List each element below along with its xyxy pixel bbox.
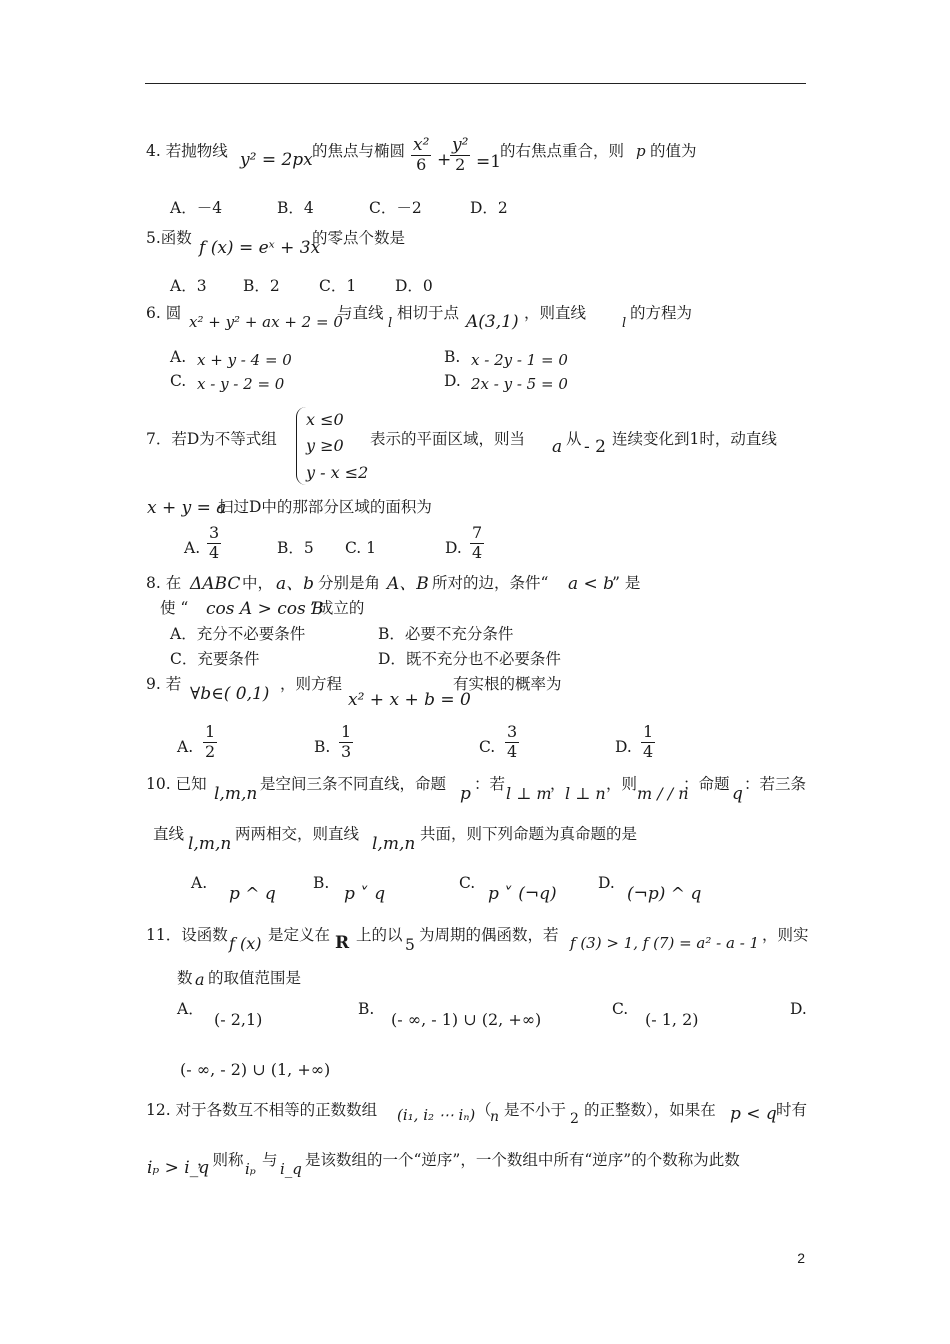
q12-line2-c: 是该数组的一个“逆序”，一个数组中所有“逆序”的个数称为此数 (305, 1151, 740, 1169)
q11-condition: f (3) > 1, f (7) = a² - a - 1 (570, 934, 760, 952)
q7-ineq-2: y ≥0 (306, 436, 344, 455)
q11-stem-d: 为周期的偶函数，若 (419, 926, 559, 944)
q11-stem-c: 上的以 (356, 926, 403, 944)
q9-option-b-den: 3 (341, 741, 352, 761)
q12-ip-gt-iq: iₚ > i_q (147, 1158, 210, 1178)
q11-option-d-label: D. (790, 1000, 807, 1018)
q10-stem-f: ：若三条 (744, 775, 807, 793)
q4-p: p (636, 142, 646, 160)
q9-option-d-fraction (641, 724, 655, 761)
q8-condition-1: a < b (568, 574, 615, 594)
q7-stem-a: 7．若D为不等式组 (146, 430, 277, 448)
q4-eq-one: =1 (476, 152, 502, 172)
q7-a: a (552, 437, 563, 457)
q9-option-d-den: 4 (643, 741, 654, 761)
q4-option-a: A．－4 (170, 199, 223, 217)
q10-option-d-label: D. (598, 874, 615, 892)
q12-line2-a: ，则称 (197, 1151, 244, 1169)
q12-stem-d: 的正整数），如果在 (584, 1101, 716, 1119)
q12-stem-a: 12. 对于各数互不相等的正数数组 (146, 1101, 378, 1119)
q8-stem-d: 所对的边，条件“ (432, 574, 549, 592)
q9-option-d-num: 1 (643, 722, 654, 741)
q6-option-c-eq: x - y - 2 = 0 (197, 375, 285, 393)
q10-option-a-expr: p ^ q (229, 884, 276, 904)
q9-option-d-label: D. (615, 738, 632, 756)
q9-stem-c: 有实根的概率为 (453, 675, 562, 693)
q11-fx: f (x) (229, 934, 262, 953)
q6-line-l: l (388, 316, 393, 331)
q10-option-b-expr: p ˅ q (344, 884, 386, 904)
q6-option-a-label: A. (170, 348, 187, 366)
q8-angles: A、B (387, 574, 429, 594)
q7-stem-b: 表示的平面区域，则当 (370, 430, 526, 448)
q8-stem-b: 中， (242, 574, 274, 592)
q7-option-d-label: D. (445, 539, 462, 557)
q8-line2-a: 使 “ (160, 599, 189, 617)
q9-option-a-label: A. (177, 738, 194, 756)
q6-stem-c: 相切于点 (397, 304, 460, 322)
q7-option-d-den: 4 (472, 542, 483, 562)
q6-stem-d: ，则直线 (524, 304, 587, 322)
q8-stem-a: 8. 在 (146, 574, 182, 592)
q7-option-d-fraction (470, 525, 484, 562)
q6-stem-e: 的方程为 (630, 304, 693, 322)
q8-option-b: B．必要不充分条件 (378, 625, 514, 643)
q10-lmn-3: l,m,n (372, 834, 416, 854)
q7-option-a-den: 4 (209, 542, 220, 562)
q4-fraction-x2-6 (411, 137, 431, 174)
q7-neg-two: - 2 (584, 437, 606, 457)
q7-option-c: C. 1 (345, 539, 377, 557)
q4-frac2-num: y² (452, 135, 469, 155)
q12-stem-e: 时有 (776, 1101, 808, 1119)
q9-condition: ∀b∈( 0,1) (190, 684, 270, 704)
q4-parabola-eq: y² = 2px (240, 150, 313, 170)
q5-option-b: B．2 (243, 277, 280, 295)
q10-option-c-label: C. (459, 874, 476, 892)
q11-line2-b: 的取值范围是 (208, 969, 302, 987)
q9-option-a-den: 2 (205, 741, 216, 761)
q6-option-d-eq: 2x - y - 5 = 0 (471, 375, 568, 393)
q9-option-a-num: 1 (205, 722, 216, 741)
q7-option-d-num: 7 (472, 523, 483, 542)
q10-comma: ， (550, 775, 566, 793)
q5-function-eq: f (x) = eˣ + 3x (199, 238, 321, 258)
q8-triangle: ΔABC (190, 574, 241, 594)
q4-option-c: C．－2 (369, 199, 422, 217)
q10-lmn: l,m,n (214, 784, 258, 804)
q8-sides: a、b (276, 574, 315, 594)
q7-option-a-num: 3 (209, 523, 220, 542)
q10-p: p (460, 784, 471, 804)
q10-cond-3: m / / n (637, 784, 689, 803)
q11-five: 5 (405, 936, 415, 954)
q10-cond-2: l ⊥ n (565, 784, 606, 803)
q11-R: R (335, 933, 350, 953)
q4-stem-c: 的右焦点重合，则 (500, 142, 625, 160)
q6-point: A(3,1) (466, 312, 519, 332)
q5-stem-a: 5.函数 (146, 229, 192, 247)
q10-line2-a: 直线 (153, 825, 185, 843)
q12-two: 2 (570, 1111, 579, 1127)
q7-line2-text: 扫过D中的那部分区域的面积为 (218, 498, 432, 516)
q8-line2-b: ”成立的 (310, 599, 365, 617)
q11-option-d-value: (- ∞, - 2) ∪ (1, +∞) (180, 1060, 331, 1079)
q5-option-d: D．0 (395, 277, 433, 295)
q11-option-a-label: A． (177, 1000, 204, 1018)
q8-condition-2: cos A > cos B (206, 599, 324, 619)
q6-option-b-eq: x - 2y - 1 = 0 (471, 351, 568, 369)
q12-stem-b: （ (476, 1101, 492, 1119)
q7-option-b: B．5 (277, 539, 314, 557)
q6-option-a-eq: x + y - 4 = 0 (197, 351, 292, 369)
q12-line2-b: 与 (262, 1151, 278, 1169)
q10-cond-1: l ⊥ m (506, 784, 552, 803)
q9-option-c-den: 4 (507, 741, 518, 761)
q4-frac1-den: 6 (416, 155, 427, 174)
q8-option-c: C．充要条件 (170, 650, 260, 668)
q12-iq: i_q (280, 1160, 302, 1178)
q4-stem-b: 的焦点与椭圆 (312, 142, 406, 160)
q9-option-c-fraction (505, 724, 519, 761)
q10-option-b-label: B. (313, 874, 330, 892)
q12-stem-c: 是不小于 (504, 1101, 567, 1119)
q10-stem-a: 10. 已知 (146, 775, 207, 793)
q10-line2-c: 共面，则下列命题为真命题的是 (420, 825, 638, 843)
q7-stem-d: 连续变化到1时，动直线 (612, 430, 777, 448)
q5-option-c: C．1 (319, 277, 357, 295)
q11-option-a-value: (- 2,1) (214, 1010, 263, 1029)
q8-stem-c: 分别是角 (318, 574, 381, 592)
q10-option-d-expr: (¬p) ^ q (627, 884, 702, 904)
q6-option-b-label: B. (444, 348, 461, 366)
q10-stem-e: ；命题 (683, 775, 730, 793)
q10-stem-c: ：若 (474, 775, 506, 793)
q11-a: a (195, 970, 205, 989)
q7-option-a-fraction (207, 525, 221, 562)
q4-stem-a: 4. 若抛物线 (146, 142, 228, 160)
q8-stem-e: ” 是 (612, 574, 641, 592)
header-rule (145, 83, 806, 84)
q6-option-d-label: D. (444, 372, 461, 390)
q9-option-b-num: 1 (341, 722, 352, 741)
q6-line-l-2: l (622, 316, 627, 331)
q9-stem-b: ，则方程 (280, 675, 343, 693)
q4-stem-d: 的值为 (650, 142, 697, 160)
q9-equation: x² + x + b = 0 (348, 690, 471, 710)
q7-ineq-1: x ≤0 (306, 410, 344, 429)
q10-option-c-expr: p ˅ (¬q) (488, 884, 557, 904)
q11-option-b-value: (- ∞, - 1) ∪ (2, +∞) (391, 1010, 542, 1029)
q10-stem-d: ，则 (606, 775, 638, 793)
q10-line2-b: 两两相交，则直线 (235, 825, 360, 843)
q10-stem-b: 是空间三条不同直线，命题 (260, 775, 447, 793)
q6-stem-b: 与直线 (337, 304, 384, 322)
q7-option-a-label: A. (184, 539, 201, 557)
q6-circle-eq: x² + y² + ax + 2 = 0 (189, 313, 343, 331)
q11-option-b-label: B. (358, 1000, 375, 1018)
q10-lmn-2: l,m,n (188, 834, 232, 854)
q11-stem-b: 是定义在 (268, 926, 331, 944)
q4-frac1-num: x² (413, 135, 430, 155)
q6-stem-a: 6. 圆 (146, 304, 182, 322)
q12-tuple: (i₁, i₂ ⋯ iₙ) (397, 1106, 476, 1124)
q7-ineq-3: y - x ≤2 (306, 463, 369, 482)
q9-option-c-num: 3 (507, 722, 518, 741)
q11-option-c-value: (- 1, 2) (645, 1010, 699, 1029)
q12-ip: iₚ (245, 1160, 256, 1178)
q12-p-less-q: p < q (730, 1104, 777, 1124)
q9-option-c-label: C. (479, 738, 496, 756)
q7-stem-c: 从 (566, 430, 582, 448)
q9-option-a-fraction (203, 724, 217, 761)
q9-option-b-fraction (339, 724, 353, 761)
q11-stem-a: 11．设函数 (146, 926, 228, 944)
q8-option-d: D．既不充分也不必要条件 (378, 650, 561, 668)
q4-fraction-y2-2 (450, 137, 470, 174)
q5-stem-b: 的零点个数是 (312, 229, 406, 247)
q7-moving-line: x + y = a (147, 498, 227, 518)
q10-q: q (732, 784, 743, 804)
q4-option-d: D．2 (470, 199, 508, 217)
q4-plus: + (437, 150, 452, 170)
q12-n: n (490, 1109, 500, 1125)
q4-option-b: B．4 (277, 199, 314, 217)
q11-line2-a: 数 (177, 969, 193, 987)
q6-option-c-label: C. (170, 372, 187, 390)
q9-option-b-label: B. (314, 738, 331, 756)
q9-stem-a: 9. 若 (146, 675, 182, 693)
q8-option-a: A．充分不必要条件 (170, 625, 306, 643)
q5-option-a: A．3 (170, 277, 207, 295)
page-number: 2 (797, 1250, 805, 1266)
q11-option-c-label: C. (612, 1000, 629, 1018)
q10-option-a-label: A. (191, 874, 208, 892)
q4-frac2-den: 2 (455, 155, 466, 174)
q11-stem-e: ，则实 (762, 926, 809, 944)
